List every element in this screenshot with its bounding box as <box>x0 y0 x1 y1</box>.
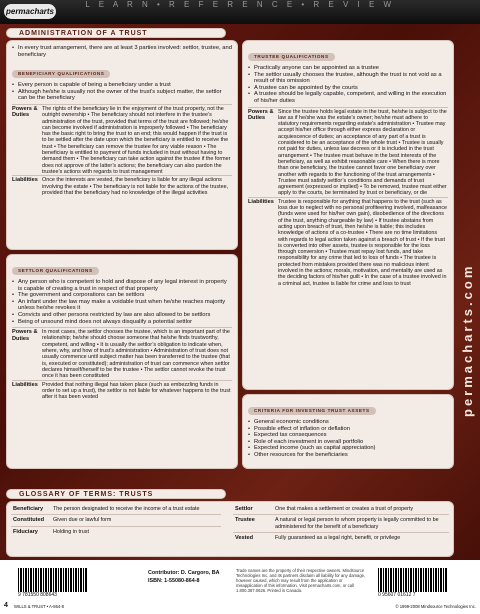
beneficiary-bullets <box>12 82 232 102</box>
side-brand: permacharts.com <box>460 263 475 417</box>
row-label: Liabilities <box>12 177 38 184</box>
row-text: Since the trustee holds legal estate in the trust, he/she is subject to the law as if he/she was the estate’s owner; he/she must adhere to statutory requirements regarding estate’s administration • Trustee may accept his/her office through either express declaration or acquiescence of duties; an acceptance of any part of a trust is considered to be an acceptance of the whole trust • Trustee is usually not paid for duties, unless law decrees or it is included in the trust arrangement • The trustee must behave in the best interests of the beneficiary, as well as exhibit reasonable care • When there is more than one beneficiary, the trustee cannot favor one beneficiary over another with regards to the functioning of the trust arrangements • Trustee must satisfy settlor’s conditions and demands of trust agreement (expressed or implied) • To be removed, trustee must either apply to the courts, be terminated by trust or beneficiary, or die <box>278 108 447 197</box>
glossary-def: Given due or lawful form <box>53 517 112 524</box>
row-text: The rights of the beneficiary lie in the enjoyment of the trust property, not the outright ownership • The beneficiary should not interfere in the trustee’s administration of the trust, provided that terms of the trust are followed; he/she can become involved if administration is improperly followed • The beneficiary has the basic right to bring the trust to an end; this would happen if the trust is to be settled after the date upon which the beneficiary is entitled to receive the trust • The beneficiary can remove the trustee for any viable reason • The beneficiary is entitled to payment of funds included in trust without having to demand them • The beneficiary can take action against the trustee if the former does not approve of the latter’s actions; the beneficiary can also pardon the trustee’s actions with regards to trust management <box>42 105 231 175</box>
glossary-term: Trustee <box>235 517 255 524</box>
list-item: • General economic conditions <box>248 419 448 426</box>
table-row <box>12 104 232 175</box>
row-text: Provided that nothing illegal has taken place (such as embezzling funds in order to set up a trust), the settlor is not liable for whatever happens to the trust after it has been vested <box>42 381 231 401</box>
glossary-row <box>11 526 221 537</box>
glossary-term: Fiduciary <box>13 528 38 535</box>
list-item: • Convicts and other persons restricted by law are also allowed to be settlors <box>12 312 232 319</box>
criteria-pill: CRITERIA FOR INVESTING TRUST ASSETS <box>248 407 376 415</box>
contributor: Contributor: D. Cargoro, BA <box>148 570 220 576</box>
glossary-right <box>233 504 449 544</box>
list-item: • Being of unsound mind does not always disqualify a potential settlor <box>12 319 232 326</box>
glossary-term: Vested <box>235 535 254 542</box>
glossary-row <box>11 514 221 525</box>
glossary-row <box>233 532 449 543</box>
list-item: • An infant under the law may make a voidable trust when he/she reaches majority unless he/she revokes it <box>12 299 232 312</box>
glossary-term: Settlor <box>235 506 253 512</box>
list-item: • Other resources for the beneficiaries <box>248 452 448 459</box>
footer <box>0 560 480 614</box>
criteria-panel <box>242 394 454 469</box>
list-item: • Expected income (such as capital appreciation) <box>248 445 448 452</box>
row-label: Powers & Duties <box>12 105 38 119</box>
glossary-def: One that makes a settlement or creates a trust of property <box>275 506 414 512</box>
list-item: • Although he/she is usually not the owner of the trust’s subject matter, the settlor can be the beneficiary <box>12 89 232 102</box>
glossary-left <box>11 504 221 537</box>
table-row <box>12 327 232 379</box>
row-label: Liabilities <box>12 381 38 388</box>
glossary-def: Fully guaranteed as a legal right, benefit, or privilege <box>275 535 401 542</box>
copyright: © 1999-2008 Mindsource Technologies Inc. <box>395 604 476 609</box>
glossary-row <box>11 504 221 514</box>
row-label: Powers & Duties <box>248 108 274 121</box>
trustee-panel <box>242 40 454 390</box>
list-item: • The settlor usually chooses the trustee, although the trust is not void as a result of this omission <box>248 72 448 85</box>
barcode-left-number: 9 781550 808643 <box>18 592 57 598</box>
table-row <box>248 197 448 287</box>
list-item: • The government and corporations can be settlors <box>12 292 232 299</box>
settlor-bullets <box>12 279 232 325</box>
beneficiary-pill: BENEFICIARY QUALIFICATIONS <box>12 70 110 78</box>
list-item: • A trustee can be appointed by the courts <box>248 85 448 92</box>
row-text: Trustee is responsible for anything that happens to the trust (such as loss due to neglect with no personal profiteering involved, malfeasance (funds were used for his/her own gain), disobedience of the directions of the trust, anything chargeable by law) • If trustee abstains from acting upon breach of trust, then he/she is liable; this includes knowledge of actions of a co-trustee • There are no time limitations with regards to legal action taken against a breach of trust • If the trust is converted into other assets, trustee is responsible for the loss through conversion • Trustee must repay lost funds, and take responsibility for any crime that led to loss of funds • The trustee is protected from mistakes provided there was no malicious intent involved in the actions; morals, motivation, and mentality are used as the deciding factors of his/her guilt • In the case of a trustee involved in a criminal act, trustee is liable for crime and loss to trust <box>278 198 448 287</box>
top-bar <box>0 0 480 24</box>
glossary-title: GLOSSARY OF TERMS: TRUSTS <box>19 491 154 498</box>
list-item: • Any person who is competent to hold and dispose of any legal interest in property is capable of creating a trust in respect of that property <box>12 279 232 292</box>
trustee-bullets <box>248 65 448 105</box>
table-row <box>12 380 232 401</box>
intro-list <box>12 45 232 58</box>
barcode-right-number: 0 95607 01612 7 <box>378 592 416 598</box>
glossary-row <box>233 514 449 532</box>
list-item: • Possible effect of inflation or deflation <box>248 426 448 433</box>
brand-logo: permacharts <box>4 4 56 19</box>
row-text: Once the interests are vested, the beneficiary is liable for any illegal actions involving the estate • The beneficiary is not liable for the actions of the trustee, provided that the beneficiary had no knowledge of the illegal activities <box>42 177 229 196</box>
glossary-term: Constituted <box>13 517 45 524</box>
header-tagline: L E A R N • R E F E R E N C E • R E V I E W <box>85 0 395 9</box>
left-section-header <box>6 28 226 38</box>
glossary-header <box>6 489 226 499</box>
glossary-term: Beneficiary <box>13 506 44 512</box>
page-number: 4 <box>4 602 8 609</box>
table-row <box>12 175 232 196</box>
page-label: WILLS & TRUST • A-864-8 <box>14 604 64 609</box>
glossary-row <box>233 504 449 514</box>
disclaimer: Trade names are the property of their respective owners. Mindsource Technologies Inc. and its partners disclaim all liability for any damage, however caused, which may result from the application or misapplication of this information. Visit permacharts.com, or call 1.800.387.0626. Printed in Canada. <box>236 568 366 593</box>
list-item: • Every person is capable of being a beneficiary under a trust <box>12 82 232 89</box>
beneficiary-panel <box>6 40 238 250</box>
settlor-panel <box>6 254 238 469</box>
glossary-def: The person designated to receive the income of a trust estate <box>53 506 200 512</box>
table-row <box>248 107 448 197</box>
settlor-pill: SETTLOR QUALIFICATIONS <box>12 267 99 275</box>
list-item: • Practically anyone can be appointed as a trustee <box>248 65 448 72</box>
barcode-right-icon <box>378 568 448 592</box>
glossary-def: A natural or legal person to whom property is legally committed to be administered for the benefit of a beneficiary <box>275 517 439 530</box>
criteria-bullets <box>248 419 448 459</box>
glossary-panel <box>6 501 454 557</box>
list-item: • In every trust arrangement, there are at least 3 parties involved: settlor, trustee, and beneficiary <box>12 45 232 58</box>
section-title-administration: ADMINISTRATION OF A TRUST <box>19 30 148 37</box>
barcode-left-icon <box>18 568 88 592</box>
glossary-def: Holding in trust <box>53 528 89 535</box>
isbn: ISBN: 1-55080-864-8 <box>148 578 200 584</box>
list-item: • A trustee should be legally capable, competent, and willing in the execution of his/her duties <box>248 91 448 104</box>
row-text: In most cases, the settlor chooses the trustee, which is an important part of the relationship; he/she should choose someone that he/she finds trustworthy, competent, and willing • It is usually the settlor’s obligation to indicate when, where, why, and how of trust’s administration • Administration of trust does not usually commence until subject matter has been transferred to the trustee (that is, executed or constituted); administration of trust can commence when settlor declares himself/herself to be the trustee • The settlor cannot revoke the trust once it has been constituted <box>42 329 230 380</box>
trustee-pill: TRUSTEE QUALIFICATIONS <box>248 53 335 61</box>
list-item: • Expected tax consequences <box>248 432 448 439</box>
row-label: Powers & Duties <box>12 329 38 342</box>
row-label: Liabilities <box>248 198 274 205</box>
list-item: • Role of each investment in overall portfolio <box>248 439 448 446</box>
